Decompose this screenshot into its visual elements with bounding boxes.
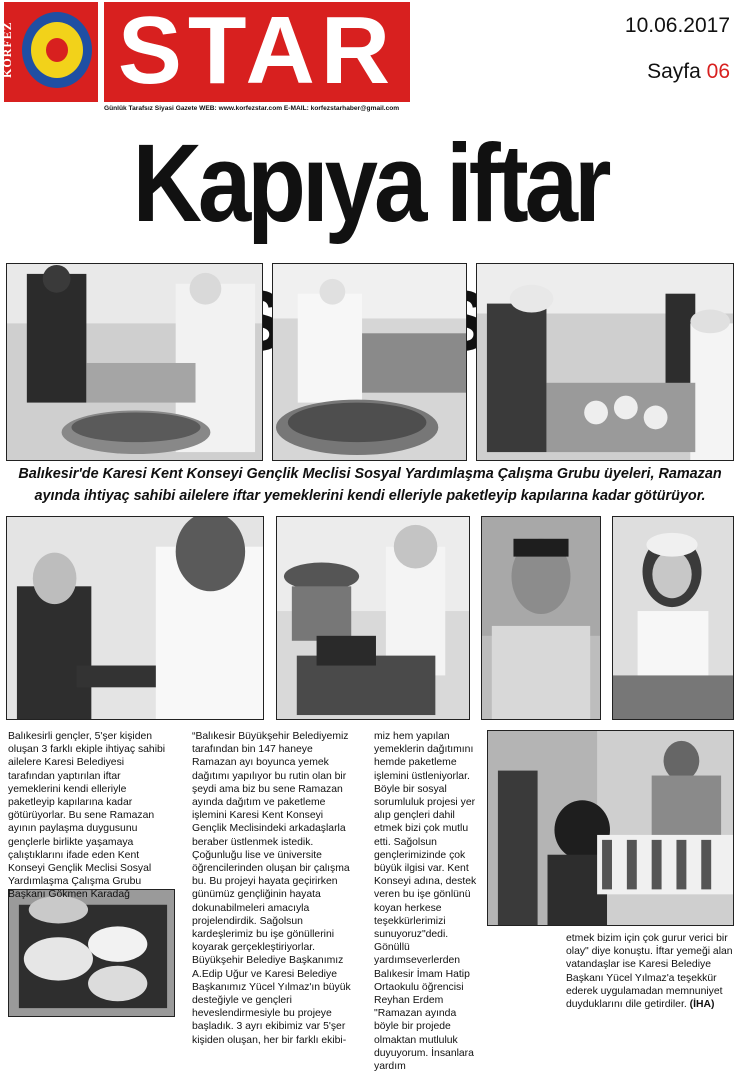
photo-gokmen-karadag xyxy=(481,516,601,720)
issue-date: 10.06.2017 xyxy=(624,14,730,37)
photo-reyhan-erdem xyxy=(612,516,734,720)
photo-caption: Balıkesir'de Karesi Kent Konseyi Gençlik Meclisi Sosyal Yardımlaşma Çalışma Grubu üyeleri, Ramazan ayında ihtiyaç sahibi ailelere iftar yemeklerini kendi elleriyle paketleyip kapılarına kadar götürüyor. xyxy=(18,466,722,504)
article-column-2 xyxy=(192,730,360,1047)
photo-handing-food xyxy=(6,516,264,720)
photo-girl-packing xyxy=(276,516,470,720)
newspaper-tagline: Günlük Tarafsız Siyasi Gazete WEB: www.korfezstar.com E-MAIL: korfezstarhaber@gmail.com xyxy=(104,105,400,112)
article-text-col4: etmek bizim için çok gurur verici bir olay" diye konuştu. İftar yemeği alan vatandaşlar ise Karesi Belediye Başkanı Yücel Yılmaz'a teşekkür ederek uygulamadan memnuniyet duyduklarını dile getirdiler. xyxy=(566,933,733,1011)
newspaper-title: STAR xyxy=(117,0,397,104)
photo-packaging-team xyxy=(476,263,734,461)
page-indicator xyxy=(560,60,730,84)
article-text-col3: miz hem yapılan yemeklerin dağıtımını hemde paketleme işlemini üstleniyorlar. Böyle bir sosyal sorumluluk projesi yer alıp gençleri dahil etmek bizi çok mutlu etti. Sağolsun gençlerimizinde çok büyük ilgisi var. Kent Konseyi adına, destek veren bu işe gönlünü koyan herkese teşekkürlerimizi sunuyoruz"dedi. Gönüllü yardımseverlerden Balıkesir İmam Hatip Ortaokulu öğrencisi Reyhan Erdem "Ramazan ayında böyle bir projede olmaktan mutluluk duyuyorum. İnsanlara yardım xyxy=(374,731,477,1073)
article-column-1 xyxy=(8,730,172,902)
photo-delivery-door xyxy=(487,730,734,926)
photo-iftar-box xyxy=(8,889,175,1017)
article-text-col2: “Balıkesir Büyükşehir Belediyemiz tarafından bin 147 haneye Ramazan ayı boyunca yemek dağıtımı yapılıyor bu rutin olan bir şeydi ama biz bu sene Ramazan ayında dağıtım ve paketleme işlemini Karesi Kent Konseyi Gençlik Meclisindeki arkadaşlarla beraber üstlenmek istedik. Çoğunluğu lise ve üniversite öğrencilerinden oluşan bir çalışma bu. Bu projeyi hayata geçirirken günümüz gençliğinin hayata dokunabilmeleri amacıyla projelendirdik. Sağolsun kardeşlerimiz bu işe gönüllerini koyarak gerçekleştiriyorlar. Büyükşehir Belediye Başkanımız A.Edip Uğur ve Karesi Belediye Başkanımız Yücel Yılmaz'ın büyük desteğiyle ve gençleri heveslendirmesiyle bu projeye başladık. 3 ayrı ekibimiz var 5'şer kişiden oluşan, her bir farklı ekibi- xyxy=(192,731,351,1046)
article-column-4 xyxy=(566,932,734,1011)
korfez-vertical-label: KÖRFEZ xyxy=(0,21,14,79)
article-headline: Kapıya iftar xyxy=(132,122,608,246)
page-number: 06 xyxy=(706,60,730,83)
photo-chef-pot xyxy=(272,263,467,461)
emblem-center xyxy=(46,38,68,62)
photo-kitchen-cooking xyxy=(6,263,263,461)
article-text-col1: Balıkesirli gençler, 5'şer kişiden oluşan 3 farklı ekiple ihtiyaç sahibi ailelere Karesi Belediyesi tarafından yaptırılan iftar yemeklerini kendi elleriyle paketleyip kapılarına kadar götürüyorlar. Bu sene Ramazan ayının paylaşma duygusunu gençlerle birlikte yaşamaya çalıştıklarını ifade eden Kent Konseyi Gençlik Meclisi Sosyal Yardımlaşma Çalışma Grubu Başkanı Gökmen Karadağ xyxy=(8,731,166,901)
news-agency-tag: (İHA) xyxy=(689,999,715,1011)
page-label: Sayfa xyxy=(647,60,701,83)
article-column-3 xyxy=(374,730,480,1073)
